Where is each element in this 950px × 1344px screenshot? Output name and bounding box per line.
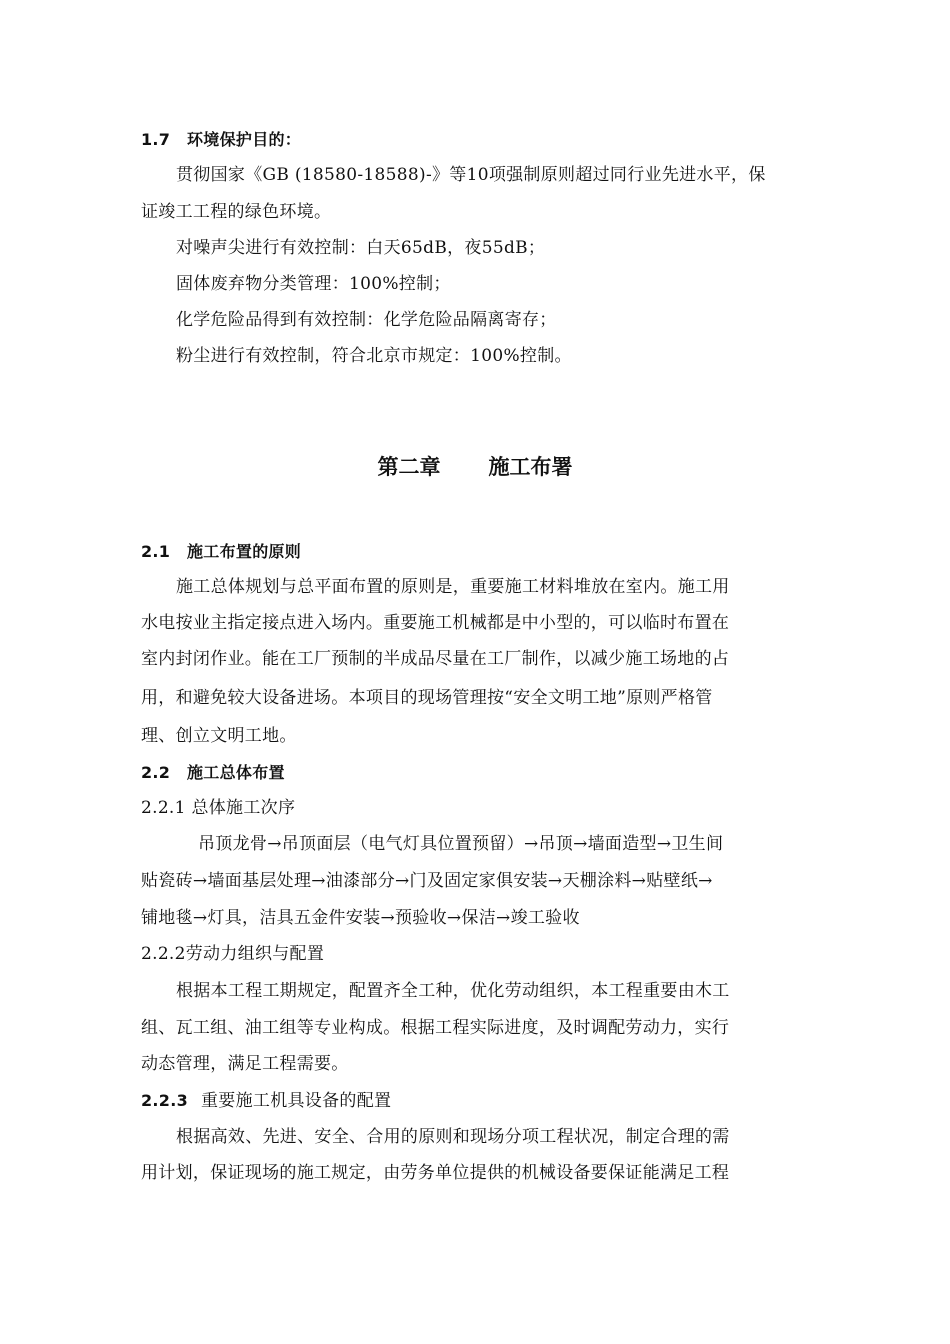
paragraph-line: 用计划，保证现场的施工规定，由劳务单位提供的机械设备要保证能满足工程 [141, 1163, 730, 1183]
paragraph-line: 证竣工工程的绿色环境。 [141, 202, 332, 222]
chapter-name: 施工布署 [488, 455, 573, 479]
paragraph-line: 根据高效、先进、安全、合用的原则和现场分项工程状况，制定合理的需 [176, 1127, 730, 1147]
subsection-heading-2-2-2: 2.2.2劳动力组织与配置 [141, 944, 325, 964]
paragraph-line: 化学危险品得到有效控制：化学危险品隔离寄存； [176, 310, 557, 330]
paragraph-line: 用，和避免较大设备进场。本项目的现场管理按“安全文明工地”原则严格管 [141, 688, 713, 708]
paragraph-line: 水电按业主指定接点进入场内。重要施工机械都是中小型的，可以临时布置在 [141, 613, 730, 633]
section-heading-2-2 [141, 761, 811, 785]
section-title: 施工总体布置 [187, 763, 285, 782]
section-number: 1.7 [141, 130, 171, 149]
paragraph-line: 室内封闭作业。能在工厂预制的半成品尽量在工厂制作，以减少施工场地的占 [141, 649, 730, 669]
paragraph-line: 根据本工程工期规定，配置齐全工种，优化劳动组织，本工程重要由木工 [176, 981, 730, 1001]
subsection-title: 重要施工机具设备的配置 [201, 1091, 392, 1111]
paragraph-line: 动态管理，满足工程需要。 [141, 1054, 349, 1074]
paragraph-line: 固体废弃物分类管理：100%控制； [176, 274, 451, 294]
section-number: 2.1 [141, 542, 171, 561]
section-title: 施工布置的原则 [187, 542, 302, 561]
paragraph-line: 贴瓷砖→墙面基层处理→油漆部分→门及固定家俱安装→天棚涂料→贴壁纸→ [141, 871, 713, 891]
paragraph-line: 粉尘进行有效控制，符合北京市规定：100%控制。 [176, 346, 572, 366]
paragraph-line: 理、创立文明工地。 [141, 726, 297, 746]
chapter-label: 第二章 [377, 455, 441, 479]
subsection-heading-2-2-1: 2.2.1 总体施工次序 [141, 798, 296, 818]
paragraph-line: 施工总体规划与总平面布置的原则是，重要施工材料堆放在室内。施工用 [176, 577, 730, 597]
section-title: 环境保护目的： [187, 130, 302, 149]
section-heading-1-7 [141, 128, 811, 152]
subsection-heading-2-2-3 [141, 1089, 811, 1113]
subsection-number: 2.2.3 [141, 1091, 189, 1110]
chapter-title [0, 452, 950, 482]
paragraph-line: 对噪声尖进行有效控制：白天65dB，夜55dB； [176, 238, 546, 258]
section-heading-2-1 [141, 540, 811, 564]
paragraph-line: 铺地毯→灯具，洁具五金件安装→预验收→保洁→竣工验收 [141, 908, 580, 928]
paragraph-line: 吊顶龙骨→吊顶面层（电气灯具位置预留）→吊顶→墙面造型→卫生间 [198, 834, 724, 854]
paragraph-line: 贯彻国家《GB (18580-18588)-》等10项强制原则超过同行业先进水平，保 [176, 165, 766, 185]
paragraph-line: 组、瓦工组、油工组等专业构成。根据工程实际进度，及时调配劳动力，实行 [141, 1018, 730, 1038]
section-number: 2.2 [141, 763, 171, 782]
